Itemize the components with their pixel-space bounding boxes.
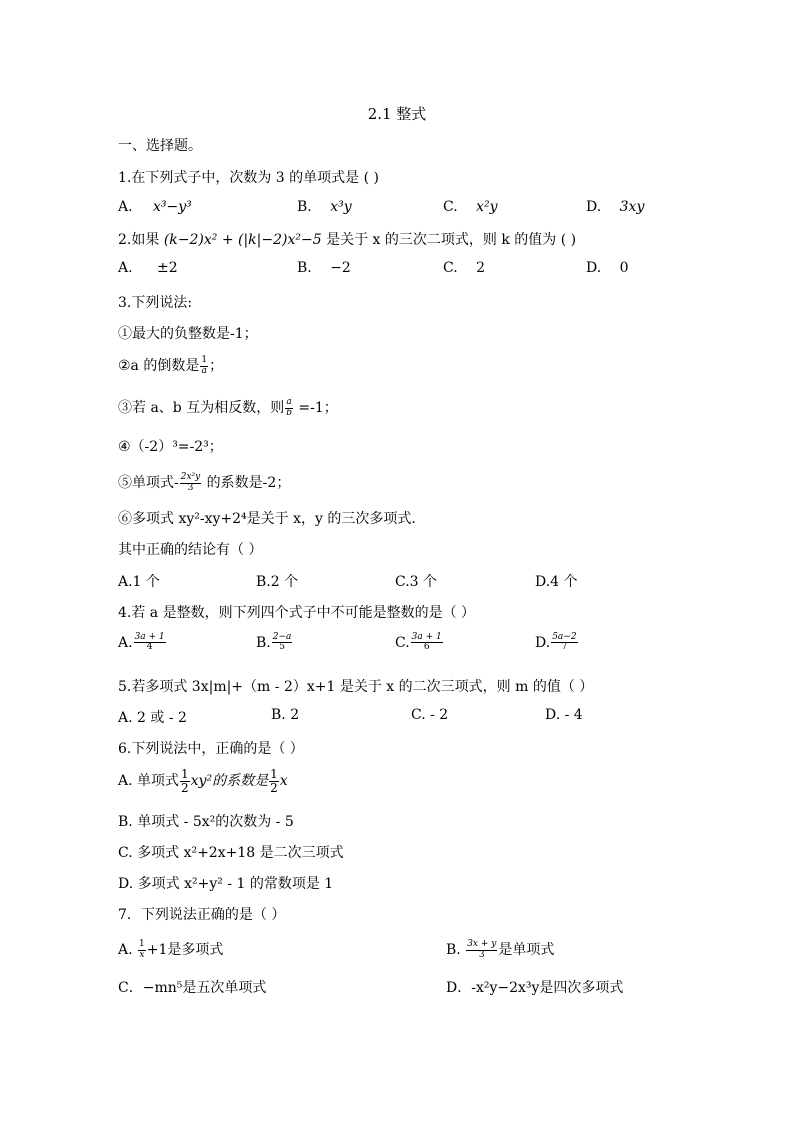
q3-statement-6: ⑥多项式 xy²-xy+2⁴是关于 x，y 的三次多项式. bbox=[118, 511, 416, 527]
q2-expression: (k−2)x² + (|k|−2)x²−5 bbox=[163, 232, 322, 248]
q1-stem: 1.在下列式子中，次数为 3 的单项式是 ( ) bbox=[118, 170, 379, 186]
q2-a-label: A. bbox=[118, 260, 133, 276]
q2-c-expr: 2 bbox=[476, 260, 486, 276]
q4-c-label: C. bbox=[395, 634, 410, 651]
q3-statement-5 bbox=[118, 472, 290, 493]
q3-s3-end: =-1； bbox=[293, 400, 338, 416]
q5-option-d: D. - 4 bbox=[545, 707, 583, 723]
q3-s2-text: ②a 的倒数是 bbox=[118, 358, 200, 374]
q4-option-a bbox=[118, 633, 167, 653]
q3-s3-denominator: b bbox=[286, 407, 292, 418]
q2-stem-start: 2.如果 bbox=[118, 232, 164, 248]
q3-s5-denominator: 3 bbox=[187, 482, 194, 493]
q4-stem: 4.若 a 是整数，则下列四个式子中不可能是整数的是（ ） bbox=[118, 605, 476, 621]
q6-option-a bbox=[118, 768, 288, 794]
q7-a-end: +1是多项式 bbox=[146, 942, 224, 958]
section-heading: 一、选择题。 bbox=[118, 138, 202, 154]
q3-option-a: A.1 个 bbox=[118, 574, 160, 590]
q6-a-denominator-2: 2 bbox=[270, 780, 278, 795]
q3-s5-text: ⑤单项式- bbox=[118, 475, 179, 491]
q2-option-c bbox=[443, 260, 485, 276]
q3-stem: 3.下列说法: bbox=[118, 295, 193, 311]
q4-a-denominator: 4 bbox=[146, 642, 153, 653]
q3-s5-end: 的系数是-2； bbox=[202, 475, 291, 491]
q6-a-numerator-2: 1 bbox=[270, 767, 278, 781]
q7-b-end: 是单项式 bbox=[498, 942, 555, 958]
q4-c-numerator: 3a + 1 bbox=[411, 632, 442, 642]
q5-stem: 5.若多项式 3x|m|+（m - 2）x+1 是关于 x 的二次三项式，则 m 的值（ ） bbox=[118, 679, 594, 695]
page-title: 2.1 整式 bbox=[367, 105, 427, 123]
q4-b-denominator: 5 bbox=[279, 642, 285, 653]
q7-stem: 7．下列说法正确的是（ ） bbox=[118, 907, 286, 923]
q7-option-d: D．-x²y−2x³y是四次多项式 bbox=[446, 980, 624, 996]
q7-a-denominator: x bbox=[139, 949, 145, 960]
q7-a-numerator: 1 bbox=[139, 939, 145, 950]
q1-option-c bbox=[443, 199, 498, 215]
q4-d-numerator: 5a−2 bbox=[552, 632, 577, 642]
q6-a-denominator: 2 bbox=[181, 780, 189, 795]
q3-option-d: D.4 个 bbox=[535, 574, 578, 590]
q4-option-c bbox=[395, 633, 444, 653]
q2-b-label: B. bbox=[297, 260, 312, 276]
q3-statement-1: ①最大的负整数是-1； bbox=[118, 326, 258, 342]
q5-option-b: B. 2 bbox=[271, 707, 300, 723]
q2-a-expr: ±2 bbox=[157, 260, 178, 276]
q1-a-label: A. bbox=[118, 199, 133, 215]
q4-d-denominator: 7 bbox=[561, 642, 568, 653]
q1-d-label: D. bbox=[586, 199, 602, 215]
q3-s3-numerator: a bbox=[286, 397, 292, 408]
q4-option-d bbox=[535, 633, 579, 653]
q7-a-label: A. bbox=[118, 942, 133, 958]
q6-a-text: A. 单项式 bbox=[118, 773, 180, 790]
q7-option-a bbox=[118, 939, 223, 960]
q2-stem-end: 是关于 x 的三次二项式，则 k 的值为 ( ) bbox=[321, 232, 577, 248]
q6-stem: 6.下列说法中，正确的是（ ） bbox=[118, 741, 304, 757]
q3-conclusion: 其中正确的结论有（ ） bbox=[118, 542, 263, 558]
q3-statement-3 bbox=[118, 397, 338, 418]
q1-option-d bbox=[586, 199, 644, 215]
q2-stem bbox=[118, 229, 576, 249]
q4-d-label: D. bbox=[535, 634, 551, 651]
q7-b-label: B. bbox=[446, 942, 461, 958]
q4-option-b bbox=[256, 633, 293, 653]
q4-a-label: A. bbox=[118, 634, 133, 651]
q3-s2-numerator: 1 bbox=[201, 355, 208, 366]
q5-option-a: A. 2 或 - 2 bbox=[118, 710, 187, 726]
q2-c-label: C. bbox=[443, 260, 458, 276]
q3-option-b: B.2 个 bbox=[256, 574, 299, 590]
q6-a-end: x bbox=[279, 773, 288, 790]
q3-s2-denominator: a bbox=[201, 365, 207, 376]
q7-option-b bbox=[446, 939, 554, 960]
q4-b-numerator: 2−a bbox=[272, 632, 292, 642]
q4-a-numerator: 3a + 1 bbox=[134, 632, 165, 642]
q4-c-denominator: 6 bbox=[423, 642, 430, 653]
q6-a-middle: xy²的系数是 bbox=[190, 773, 269, 790]
q2-option-b bbox=[297, 260, 351, 276]
q1-c-expr: x²y bbox=[476, 199, 498, 215]
q2-b-expr: −2 bbox=[330, 260, 351, 276]
q1-b-label: B. bbox=[297, 199, 312, 215]
q3-statement-4: ④（-2）³=-2³； bbox=[118, 439, 223, 455]
q1-option-b bbox=[297, 199, 352, 215]
q3-s3-text: ③若 a、b 互为相反数，则 bbox=[118, 400, 285, 416]
q7-b-numerator: 3x + y bbox=[467, 939, 497, 950]
q2-d-expr: 0 bbox=[619, 260, 629, 276]
q1-a-expr: x³−y³ bbox=[153, 199, 192, 215]
q2-option-a bbox=[118, 260, 178, 276]
q1-b-expr: x³y bbox=[330, 199, 352, 215]
q7-option-c: C．−mn⁵是五次单项式 bbox=[118, 980, 267, 996]
q6-option-b: B. 单项式 - 5x²的次数为 - 5 bbox=[118, 814, 294, 830]
q4-b-label: B. bbox=[256, 634, 271, 651]
q2-option-d bbox=[586, 260, 629, 276]
q3-option-c: C.3 个 bbox=[395, 574, 438, 590]
q6-option-d: D. 多项式 x²+y² - 1 的常数项是 1 bbox=[118, 876, 334, 892]
q6-option-c: C. 多项式 x²+2x+18 是二次三项式 bbox=[118, 845, 344, 861]
q1-option-a bbox=[118, 199, 192, 215]
q7-b-denominator: 3 bbox=[478, 949, 485, 960]
q1-d-expr: 3xy bbox=[619, 199, 645, 215]
q3-s2-end: ； bbox=[209, 358, 224, 374]
q3-s5-numerator: 2x²y bbox=[180, 472, 201, 483]
q5-option-c: C. - 2 bbox=[411, 707, 449, 723]
q3-statement-2 bbox=[118, 355, 223, 376]
q1-c-label: C. bbox=[443, 199, 458, 215]
q6-a-numerator: 1 bbox=[181, 767, 189, 781]
q2-d-label: D. bbox=[586, 260, 602, 276]
